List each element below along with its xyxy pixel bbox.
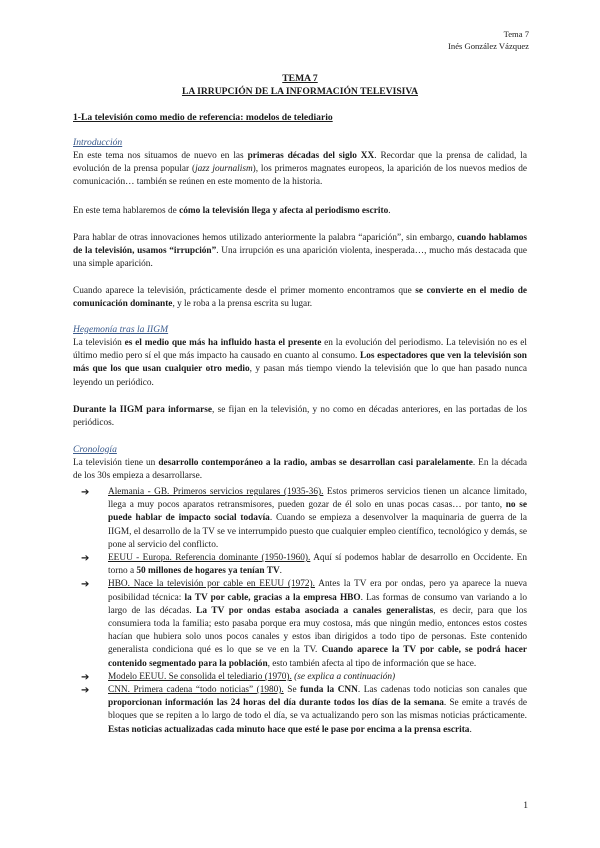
text-run: La TV por ondas estaba asociada a canales generalistas (196, 605, 434, 616)
text-run: Antes la TV era por ondas, pero ya aparece la nueva posibilidad técnica: (108, 579, 528, 603)
text-run: Los espectadores que ven la televisión son más que los que usan cualquier otro medio (73, 351, 527, 375)
text-run: funda la CNN (300, 685, 358, 696)
text-run: proporcionan información las 24 horas del día durante todos los días de la semana (108, 698, 444, 709)
text-run: Alemania - GB. Primeros servicios regulares (1935-36). (108, 487, 324, 497)
header-topic: Tema 7 (503, 29, 529, 39)
text-run: . (469, 724, 472, 735)
text-run: 50 millones de hogares ya tenían TV (136, 566, 280, 577)
document-title-number: TEMA 7 (282, 73, 318, 84)
text-run: ), los primeros magnates europeos, la aparición de los nuevos medios de comunicación… también se reúnen en este momento de la historia. (73, 164, 527, 188)
text-run: . Cuando se empieza a desenvolver la maquinaria de guerra de la IIGM, el desarrollo de la TV se ve interrumpido puesto que cualquier empleo científico, tecnológico y demás, se pone al servicio del conflicto. (108, 513, 528, 550)
text-run: , se fijan en la televisión, y no como en décadas anteriores, en las portadas de los periódicos. (73, 405, 527, 429)
text-run: La televisión tiene un (73, 458, 159, 468)
intro-paragraph-2 (73, 205, 527, 218)
cronologia-paragraph-1 (73, 457, 527, 483)
text-run: Estos primeros servicios tienen un alcance limitado, llega a muy pocos aparatos retransmisores, pueden gozar de él solo en unas pocas casas… por tanto, (108, 487, 527, 511)
arrow-icon: ➔ (81, 487, 90, 498)
hegemonia-paragraph-2 (73, 404, 527, 430)
bullet-text (108, 672, 395, 682)
bullet-text (108, 553, 527, 576)
text-run: Estas noticias actualizadas cada minuto hace que esté le pase por encima a la prensa escrita (108, 724, 470, 735)
text-run: . En la década de los 30s empieza a desarrollarse. (73, 458, 527, 482)
text-run: En este tema nos situamos de nuevo en las (73, 151, 248, 161)
text-run: es el medio que más ha influido hasta el presente (124, 338, 322, 348)
text-run: jazz journalism (195, 164, 253, 175)
section-heading: 1-La televisión como medio de referencia: modelos de telediario (73, 112, 333, 123)
text-run: desarrollo contemporáneo a la radio, ambas se desarrollan casi paralelamente (158, 458, 473, 468)
text-run: . Recordar que la prensa de calidad, la evolución de la prensa popular ( (73, 151, 527, 175)
text-run: . Se emite a través de bloques que se repiten a lo largo de todo el día, se va actualizando pero son las mismas noticias prácticamente. (108, 698, 527, 722)
text-run: (se explica a continuación) (294, 671, 396, 682)
text-run: no se puede hablar de impacto social todavía (108, 500, 527, 524)
text-run: en la evolución del periodismo. La televisión no es el último medio pero sí el que más impacto ha causado en cuanto al consumo. (73, 338, 527, 362)
text-run: la TV por cable, gracias a la empresa HBO (184, 592, 361, 603)
text-run: , y le roba a la prensa escrita su lugar. (172, 299, 313, 310)
text-run: , y pasan más tiempo viendo la televisión que lo que han pasado nunca leyendo un periódico. (73, 364, 527, 388)
text-run: . Las cadenas todo noticias son canales que (357, 685, 528, 696)
bullet-item (73, 671, 527, 684)
cronologia-bullet-list (73, 486, 527, 737)
bullet-text (108, 579, 527, 668)
text-run: Se (283, 685, 301, 696)
page-header (448, 28, 529, 52)
text-run: Cuando aparece la televisión, prácticamente desde el primer momento encontramos que (73, 286, 416, 296)
text-run: . Las formas de consumo van variando a lo largo de las décadas. (108, 592, 528, 616)
arrow-icon: ➔ (81, 553, 90, 565)
arrow-icon: ➔ (81, 685, 90, 697)
text-run: Aquí sí podemos hablar de desarrollo en Occidente. En torno a (108, 553, 527, 577)
text-run: Modelo EEUU. Se consolida el telediario (1970). (108, 671, 292, 682)
document-title: LA IRRUPCIÓN DE LA INFORMACIÓN TELEVISIVA (181, 86, 419, 97)
text-run: Durante la IIGM para informarse (73, 405, 212, 415)
bullet-item (73, 486, 527, 552)
text-run: CNN. Primera cadena “todo noticias” (1980). (108, 685, 284, 696)
text-run: primeras décadas del siglo XX (247, 151, 375, 161)
text-run: En este tema hablaremos de (73, 206, 180, 216)
bullet-item (73, 552, 527, 578)
text-run: . (388, 206, 391, 216)
text-run: . Una irrupción es una aparición violenta, inesperada…, mucho más destacada que una simple aparición. (73, 246, 527, 270)
text-run: La televisión (73, 338, 125, 348)
text-run: HBO. Nace la televisión por cable en EEUU (1972). (108, 579, 315, 590)
intro-paragraph-4 (73, 285, 527, 311)
page-number: 1 (523, 800, 528, 811)
arrow-icon: ➔ (81, 671, 90, 683)
bullet-item (73, 684, 527, 737)
text-run: , es decir, para que los consumiera toda la familia; esto pasaba porque era muy costosa, más que ningún medio, entonces estos costes hacían que hubiera solo unos pocos canales y estos iban dirigidos a todo tipo de personas. Este contenido generalista condiciona qué es lo que se ve en la TV. (108, 605, 528, 656)
intro-paragraph-3 (73, 232, 527, 272)
hegemonia-paragraph-1 (73, 337, 527, 390)
text-run: EEUU - Europa. Referencia dominante (1950-1960). (108, 553, 311, 564)
text-run: , esto también afecta al tipo de información que se hace. (267, 658, 477, 669)
text-run: . (279, 566, 282, 577)
bullet-text (108, 487, 527, 550)
text-run: Cuando aparece la TV por cable, se podrá hacer contenido segmentado para la población (108, 645, 527, 669)
text-run: se convierte en el medio de comunicación dominante (73, 286, 527, 310)
intro-paragraph-1 (73, 150, 527, 190)
header-author: Inés González Vázquez (448, 41, 529, 51)
bullet-item (73, 578, 527, 670)
intro-heading: Introducción (73, 137, 123, 148)
hegemonia-heading: Hegemonía tras la IIGM (73, 324, 169, 335)
text-run: cómo la televisión llega y afecta al periodismo escrito (179, 206, 389, 216)
arrow-icon: ➔ (81, 579, 90, 591)
bullet-text (108, 685, 527, 735)
text-run: Para hablar de otras innovaciones hemos utilizado anteriormente la palabra “aparición”, sin embargo, (73, 233, 458, 243)
cronologia-heading: Cronología (73, 444, 117, 455)
text-run: cuando hablamos de la televisión, usamos “irrupción” (73, 233, 527, 257)
